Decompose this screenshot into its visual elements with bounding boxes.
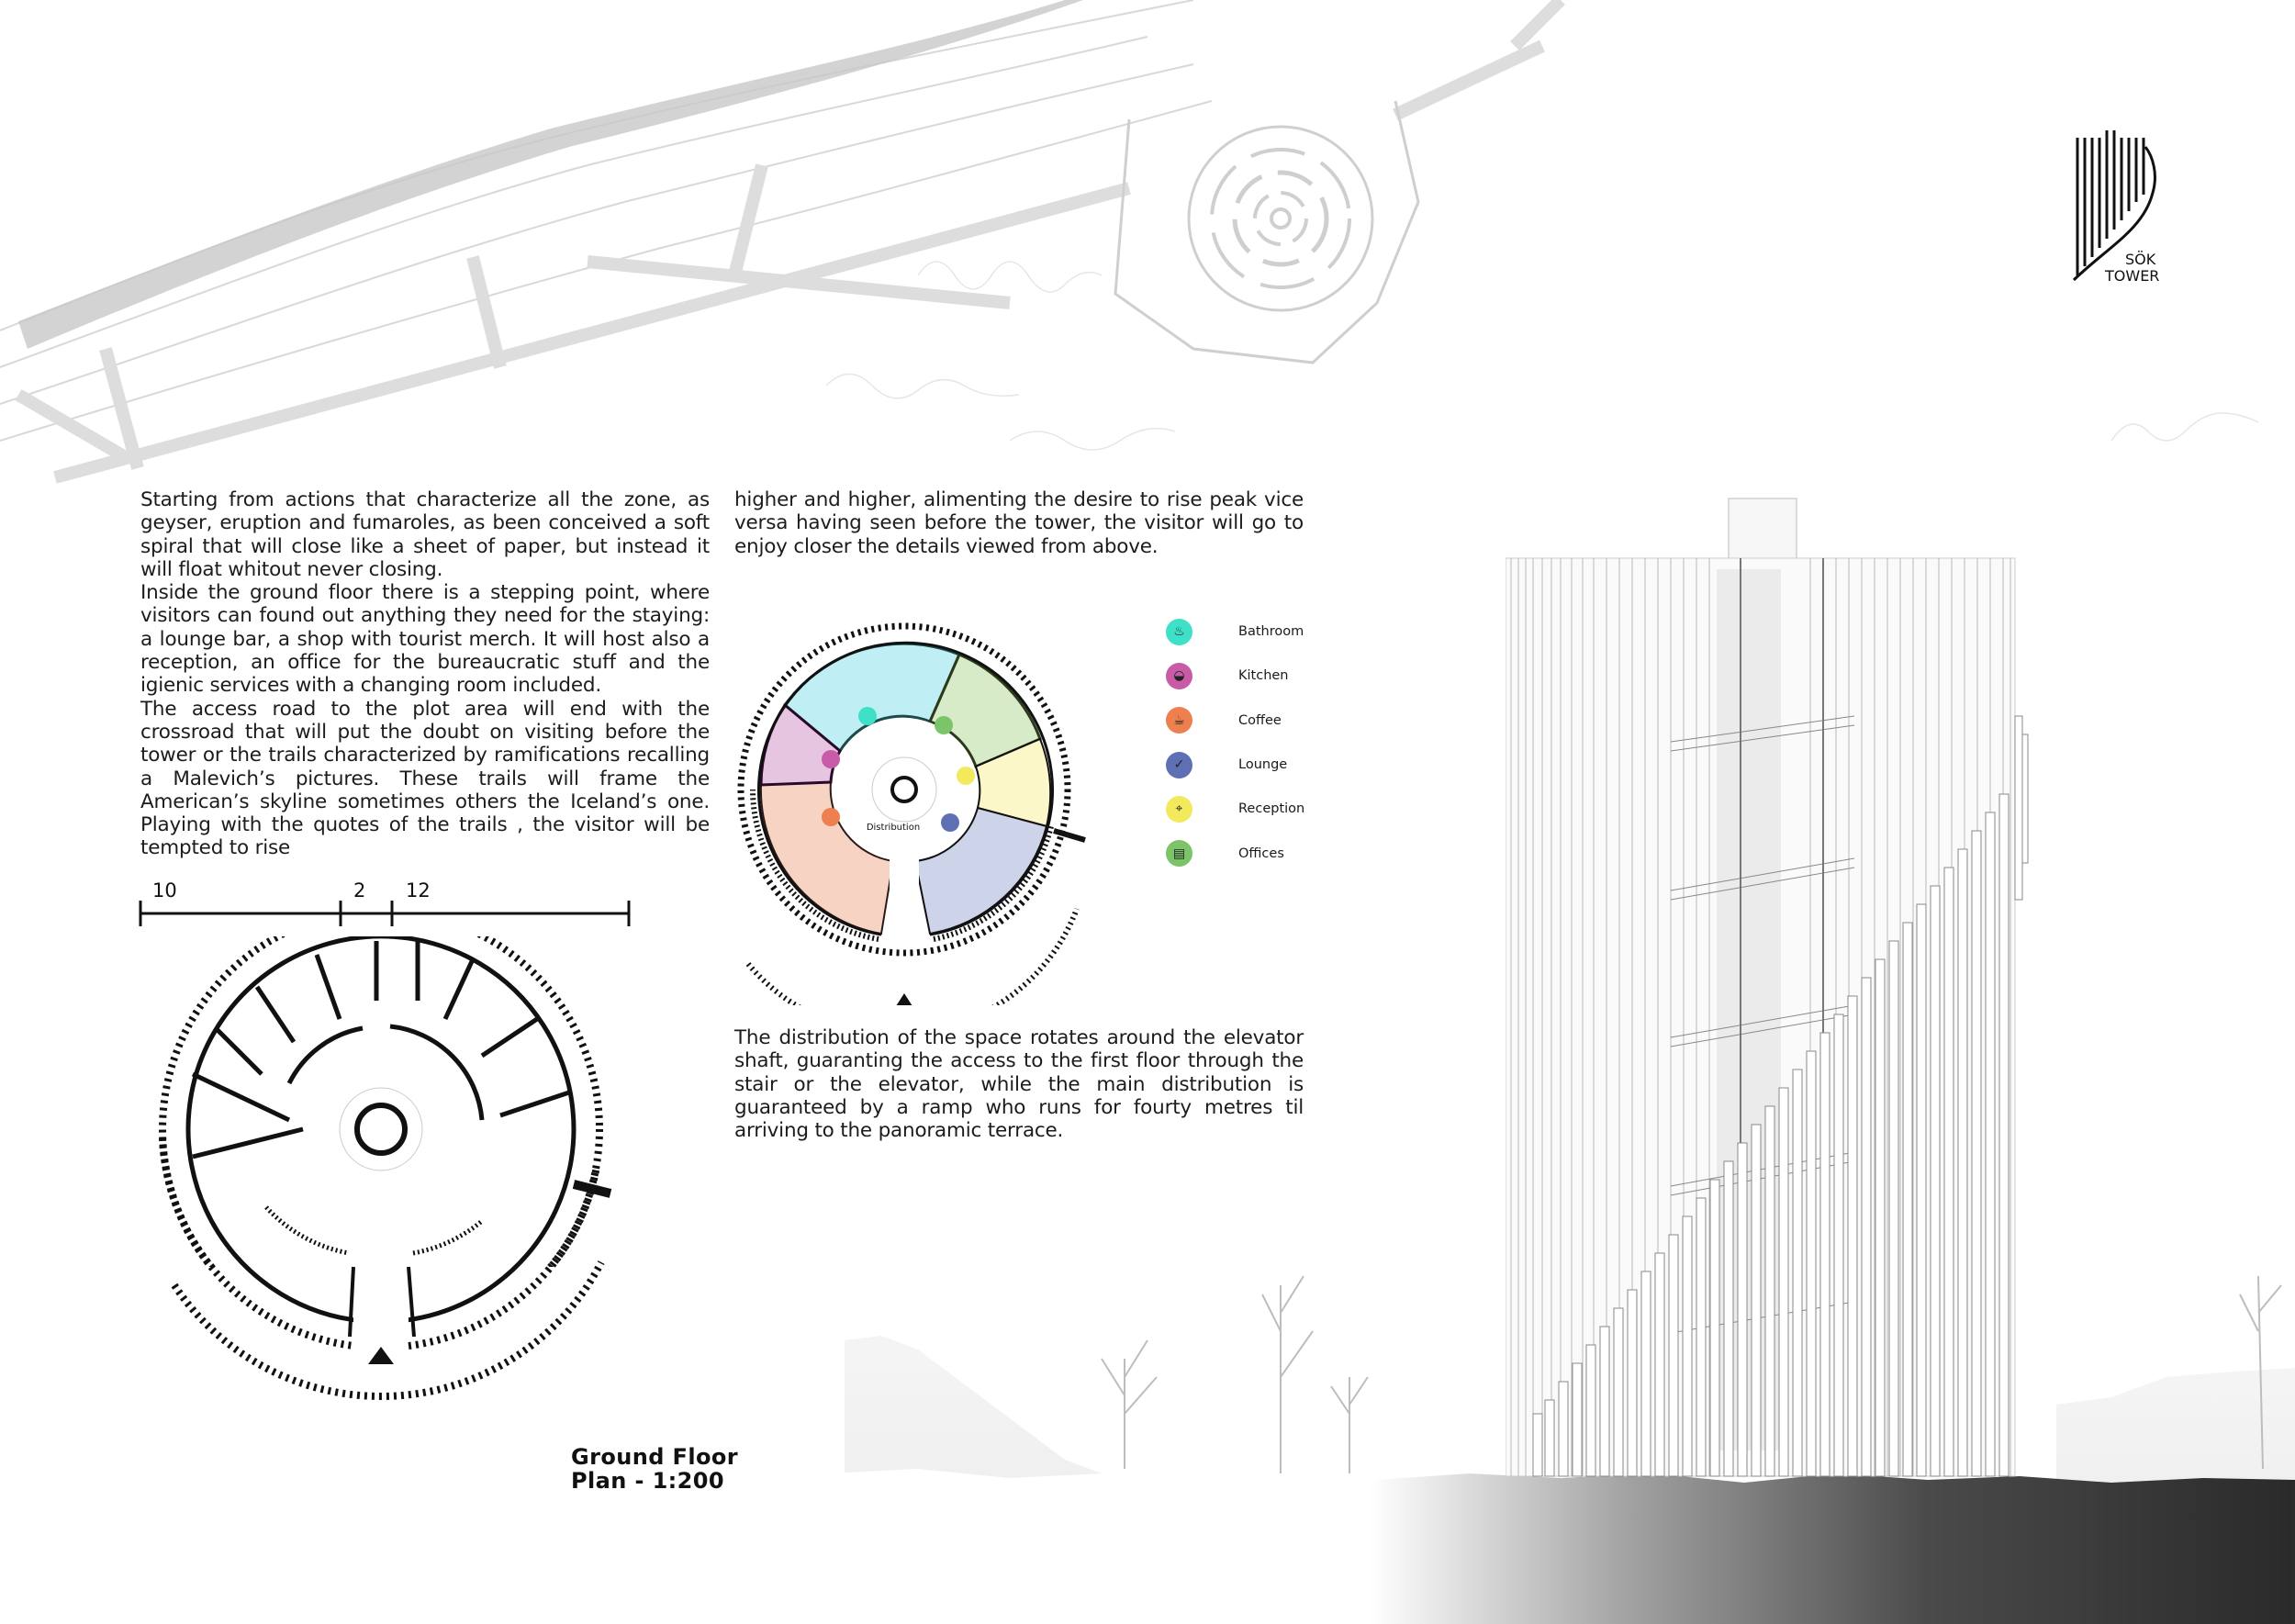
typewriter-icon: ▤: [1166, 840, 1192, 867]
plan-title-line2: Plan - 1:200: [571, 1468, 724, 1494]
paragraph-concept: Starting from actions that characterize all the zone, as geyser, eruption and fumaroles, as been conceived a soft spiral that will close like a sheet of paper, but instead it will float whitout never closing.: [140, 488, 710, 581]
legend-item-offices: [1166, 831, 1349, 875]
legend-label: Kitchen: [1238, 668, 1289, 684]
legend-item-lounge: [1166, 743, 1349, 787]
distribution-description: [734, 1026, 1304, 1142]
legend-label: Reception: [1238, 801, 1305, 817]
lounge-chair-icon: ✓: [1166, 752, 1192, 778]
legend-label: Lounge: [1238, 757, 1288, 773]
pot-icon: ◒: [1166, 663, 1192, 689]
bathtub-icon: ♨: [1166, 619, 1192, 645]
location-pin-icon: ⌖: [1166, 796, 1192, 823]
tower-elevation: [1506, 496, 2056, 1478]
sok-tower-logo: [2070, 129, 2162, 285]
paragraph-access-road: The access road to the plot area will end with the crossroad that will put the doubt on visiting before the tower or the trails characterized by ramifications recalling a Malevich’s pictures. These trails will frame the American’s skyline sometimes others the Iceland’s one. Playing with the quotes of the trails , the visitor will be tempted to rise: [140, 697, 710, 860]
legend-item-kitchen: [1166, 654, 1349, 698]
logo-line2: TOWER: [2105, 267, 2160, 285]
legend: [1166, 610, 1349, 876]
scale-label-10: 10: [152, 879, 177, 902]
legend-item-reception: [1166, 787, 1349, 831]
zoning-diagram: [725, 601, 1092, 1005]
description-column-2: [734, 488, 1304, 558]
plan-title-line1: Ground Floor: [571, 1444, 738, 1470]
distribution-label: Distribution: [866, 823, 921, 833]
paragraph-continuation: higher and higher, alimenting the desire to rise peak vice versa having seen before the tower, the visitor will go to enjoy closer the details viewed from above.: [734, 488, 1304, 558]
paragraph-ground-floor: Inside the ground floor there is a stepping point, where visitors can found out anything they need for the staying: a lounge bar, a shop with tourist merch. It will host also a reception, an office for the bureaucratic stuff and the igienic services with a changing room included.: [140, 581, 710, 698]
coffee-cup-icon: ☕: [1166, 707, 1192, 734]
scale-label-2: 2: [353, 879, 366, 902]
legend-item-coffee: [1166, 699, 1349, 743]
legend-label: Offices: [1238, 846, 1284, 861]
legend-label: Coffee: [1238, 712, 1282, 728]
logo-line1: SÖK: [2125, 251, 2156, 268]
paragraph-distribution: The distribution of the space rotates around the elevator shaft, guaranting the access to the first floor through the stair or the elevator, while the main distribution is guaranteed by a ramp who runs for fourty metres til arriving to the panoramic terrace.: [734, 1026, 1304, 1143]
description-column-1: [140, 488, 710, 860]
scale-bar: [138, 895, 633, 932]
site-plan-background: [0, 0, 2295, 514]
legend-label: Bathroom: [1238, 624, 1304, 640]
scale-label-12: 12: [406, 879, 431, 902]
legend-item-bathroom: [1166, 610, 1349, 654]
